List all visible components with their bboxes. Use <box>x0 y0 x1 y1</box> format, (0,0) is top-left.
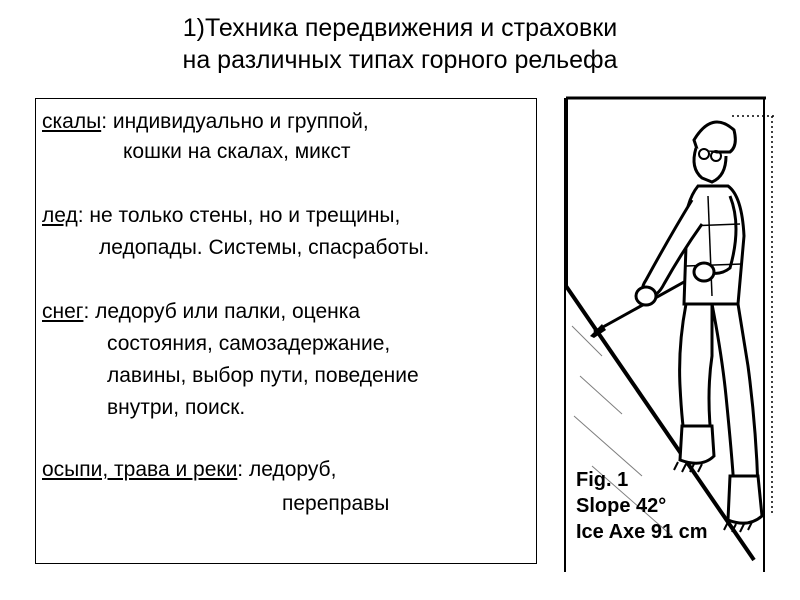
figure-caption-line-2: Slope 42° <box>576 495 667 517</box>
scree-line-2: переправы <box>282 492 390 515</box>
snow-line-4: внутри, поиск. <box>107 396 246 419</box>
snow-line-3: лавины, выбор пути, поведение <box>107 364 419 387</box>
ice-description: : не только стены, но и трещины, <box>77 204 401 227</box>
slide-title <box>0 12 800 76</box>
rocks-line-1 <box>42 109 369 135</box>
slide-title-line-2: на различных типах горного рельефа <box>182 46 618 74</box>
ice-line-1 <box>42 203 400 229</box>
figure-caption-line-3: Ice Axe 91 cm <box>576 521 708 543</box>
rocks-line-2: кошки на скалах, микст <box>123 140 351 163</box>
snow-line-1 <box>42 299 360 325</box>
scree-line-1 <box>42 457 336 483</box>
scree-term: осыпи, трава и реки <box>42 458 238 481</box>
snow-description: : ледоруб или палки, оценка <box>83 300 361 323</box>
snow-line-2: состояния, самозадержание, <box>107 332 391 355</box>
rocks-description: : индивидуально и группой, <box>101 110 369 133</box>
rocks-term: скалы <box>42 110 102 133</box>
ice-term: лед <box>42 204 78 227</box>
slide-title-line-1: 1)Техника передвижения и страховки <box>182 14 618 42</box>
terrain-types-textbox <box>35 98 537 564</box>
climber-figure <box>562 96 778 574</box>
snow-term: снег <box>42 300 84 323</box>
climber-with-ice-axe-illustration <box>562 96 778 574</box>
figure-caption-line-1: Fig. 1 <box>576 469 629 491</box>
scree-description: : ледоруб, <box>237 458 337 481</box>
ice-line-2: ледопады. Системы, спасработы. <box>99 236 430 259</box>
